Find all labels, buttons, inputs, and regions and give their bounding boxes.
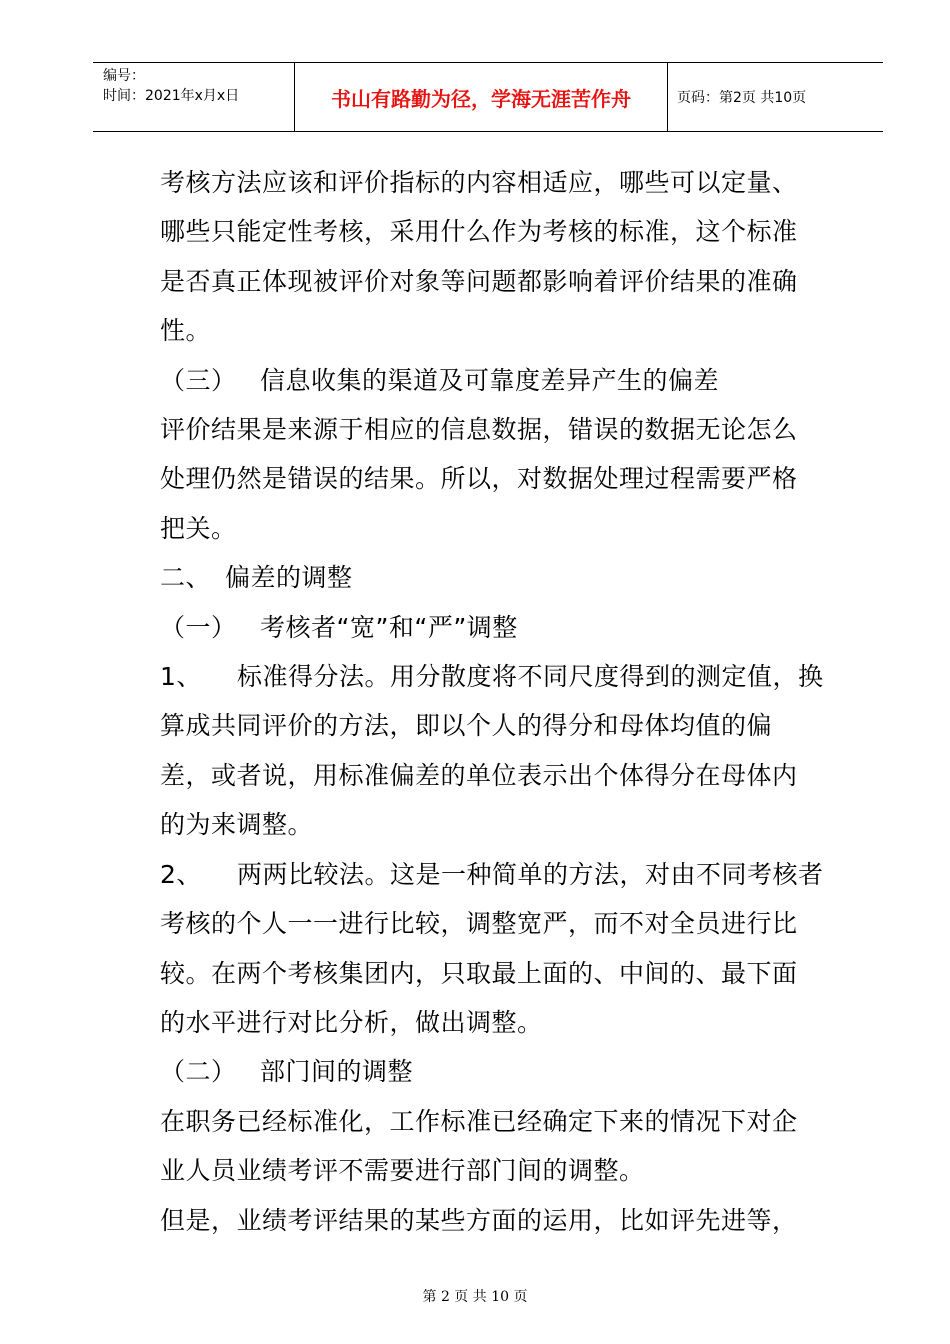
paragraph-line: 评价结果是来源于相应的信息数据，错误的数据无论怎么: [160, 415, 798, 445]
paragraph-line: 较。在两个考核集团内，只取最上面的、中间的、最下面: [160, 958, 798, 988]
page-footer-number: 第 2 页 共 10 页: [422, 1289, 528, 1305]
header-slogan: 书山有路勤为径，学海无涯苦作舟: [331, 87, 631, 111]
header-page-number: 页码：第2页 共10页: [677, 90, 807, 106]
list-number: 2、: [160, 859, 202, 889]
list-number: 1、: [160, 662, 202, 692]
document-time-label: 时间：2021年x月x日: [103, 88, 240, 104]
chapter-title: 偏差的调整: [225, 563, 353, 593]
paragraph-line: 在职务已经标准化，工作标准已经确定下来的情况下对企: [160, 1106, 798, 1136]
chapter-number: 二、: [160, 563, 212, 593]
paragraph-line: 的水平进行对比分析，做出调整。: [160, 1007, 543, 1037]
header-slogan-cell: [294, 63, 668, 131]
list-text: 标准得分法。用分散度将不同尺度得到的测定值，换: [237, 662, 824, 692]
paragraph-line: 的为来调整。: [160, 810, 314, 840]
paragraph-line: 处理仍然是错误的结果。所以，对数据处理过程需要严格: [160, 464, 798, 494]
section-number: （三）: [160, 365, 237, 395]
header-page-cell: [667, 63, 883, 131]
paragraph-line: 把关。: [160, 513, 237, 543]
paragraph-line: 差，或者说，用标准偏差的单位表示出个体得分在母体内: [160, 760, 798, 790]
section-title: 部门间的调整: [260, 1057, 414, 1087]
document-body: [160, 158, 825, 1245]
section-heading-1: [160, 603, 825, 652]
header-meta-cell: [93, 63, 294, 131]
paragraph-line: 是否真正体现被评价对象等问题都影响着评价结果的准确: [160, 266, 798, 296]
section-heading-3: [160, 356, 825, 405]
paragraph-line: 但是，业绩考评结果的某些方面的运用，比如评先进等，: [160, 1205, 798, 1235]
document-number-label: 编号：: [103, 68, 145, 84]
paragraph-line: 考核的个人一一进行比较，调整宽严，而不对全员进行比: [160, 909, 798, 939]
page-header: [93, 62, 883, 132]
section-number: （一）: [160, 612, 237, 642]
section-number: （二）: [160, 1057, 237, 1087]
paragraph-line: 考核方法应该和评价指标的内容相适应，哪些可以定量、: [160, 168, 798, 197]
section-heading-2: [160, 1047, 825, 1096]
paragraph-line: 性。: [160, 316, 212, 346]
paragraph-line: 业人员业绩考评不需要进行部门间的调整。: [160, 1156, 645, 1186]
chapter-heading-2: [160, 553, 825, 602]
section-title: 考核者“宽”和“严”调整: [260, 612, 518, 642]
list-item-1-line: [160, 652, 825, 701]
list-item-2-line: [160, 850, 825, 899]
paragraph-line: 算成共同评价的方法，即以个人的得分和母体均值的偏: [160, 711, 773, 741]
paragraph-line: 哪些只能定性考核，采用什么作为考核的标准，这个标准: [160, 217, 798, 247]
section-title: 信息收集的渠道及可靠度差异产生的偏差: [260, 365, 720, 395]
list-text: 两两比较法。这是一种简单的方法，对由不同考核者: [237, 859, 824, 889]
